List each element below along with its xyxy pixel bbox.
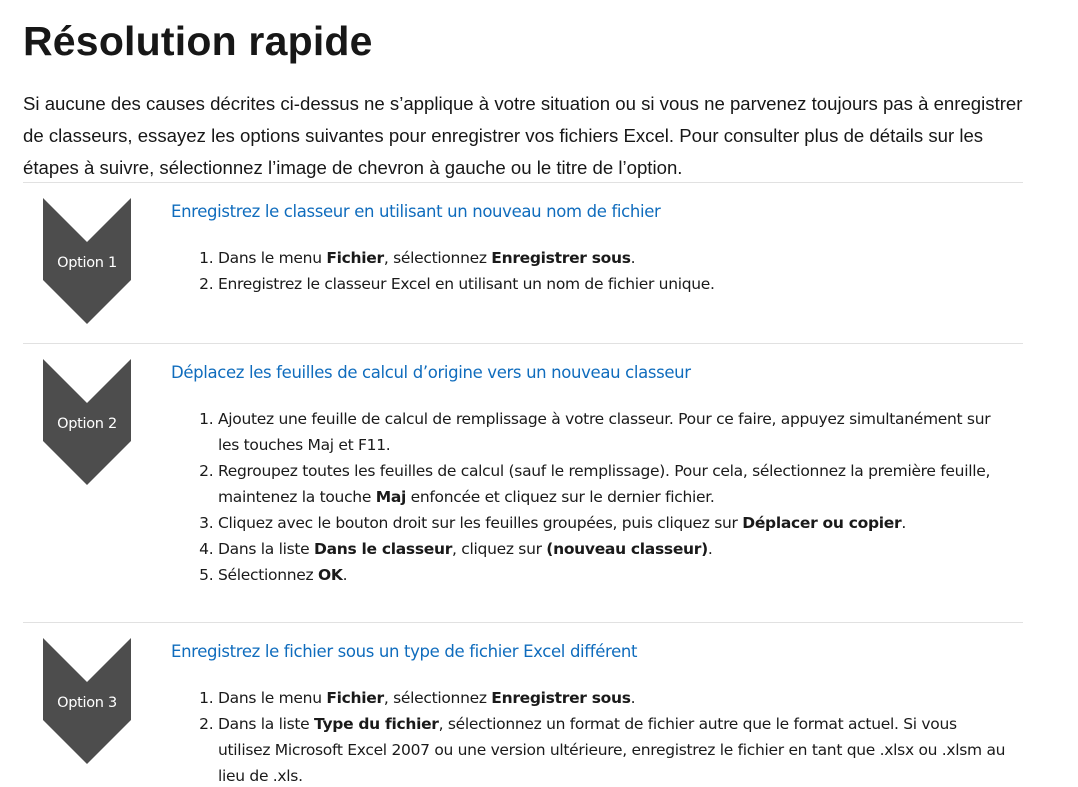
step-item [218,536,1011,562]
step-text: , sélectionnez [383,689,492,707]
option-2-badge: Option 2 [57,416,117,432]
page-title: Résolution rapide [23,18,373,64]
step-ui-term: OK [317,566,343,584]
step-text: . [630,249,636,267]
step-item [218,245,1011,271]
step-item [218,406,1011,458]
step-ui-term: (nouveau classeur) [546,540,708,558]
intro-paragraph: Si aucune des causes décrites ci-dessus ne s’applique à votre situation ou si vous ne parvenez toujours pas à enregistrer de classeurs, essayez les options suivantes pour enregistrer vos fichiers Excel. Pour consulter plus de détails sur les étapes à suivre, sélectionnez l’image de chevron à gauche ou le titre de l’option. [23,93,1023,178]
step-ui-term: Dans le classeur [314,540,453,558]
option-1-section [23,182,1023,343]
option-2-body [171,362,1011,588]
step-text: Regroupez toutes les feuilles de calcul (sauf le remplissage). Pour cela, sélectionnez la première feuille, maintenez la touche [218,462,991,506]
step-text: enfoncée et cliquez sur le dernier fichier. [406,488,715,506]
option-1-body [171,201,1011,297]
step-item [218,458,1011,510]
option-1-chevron[interactable] [43,198,131,324]
option-3-body [171,641,1011,787]
option-3-title-link[interactable]: Enregistrez le fichier sous un type de fichier Excel différent [171,642,638,661]
option-2-title-link[interactable]: Déplacez les feuilles de calcul d’origine vers un nouveau classeur [171,363,691,382]
step-text: Dans la liste [218,540,315,558]
step-text: Ajoutez une feuille de calcul de remplissage à votre classeur. Pour ce faire, appuyez simultanément sur les touches Maj et F11. [218,410,991,454]
option-1-badge: Option 1 [57,255,117,271]
option-1-title-link[interactable]: Enregistrez le classeur en utilisant un nouveau nom de fichier [171,202,661,221]
step-text: . [342,566,348,584]
step-ui-term: Enregistrer sous [491,689,631,707]
step-text: Enregistrez le classeur Excel en utilisant un nom de fichier unique. [218,275,715,293]
option-3-badge: Option 3 [57,695,117,711]
step-text: , cliquez sur [452,540,547,558]
step-ui-term: Fichier [326,249,384,267]
option-3-steps [171,685,1011,787]
option-3-chevron[interactable] [43,638,131,764]
step-text: . [630,689,636,707]
step-text: , sélectionnez [383,249,492,267]
step-text: Cliquez avec le bouton droit sur les feuilles groupées, puis cliquez sur [218,514,743,532]
step-ui-term: Fichier [326,689,384,707]
option-1-steps [171,245,1011,297]
step-item [218,510,1011,536]
step-ui-term: Maj [375,488,406,506]
step-text: Dans la liste [218,715,315,733]
step-text: . [901,514,906,532]
step-item [218,711,1011,787]
step-ui-term: Type du fichier [314,715,439,733]
option-2-chevron[interactable] [43,359,131,485]
option-2-steps [171,406,1011,588]
step-item [218,685,1011,711]
step-text: Dans le menu [218,249,327,267]
step-item [218,271,1011,297]
step-text: Sélectionnez [218,566,318,584]
step-text: . [707,540,713,558]
step-ui-term: Enregistrer sous [491,249,631,267]
step-text: Dans le menu [218,689,327,707]
step-text: , sélectionnez un format de fichier autre que le format actuel. Si vous utilisez Microsoft Excel 2007 ou une version ultérieure, enregistrez le fichier en tant que .xlsx ou .xlsm au lieu de .xls. [218,715,1006,785]
step-ui-term: Déplacer ou copier [742,514,902,532]
option-3-section [23,622,1023,787]
option-2-section [23,343,1023,622]
step-item [218,562,1011,588]
